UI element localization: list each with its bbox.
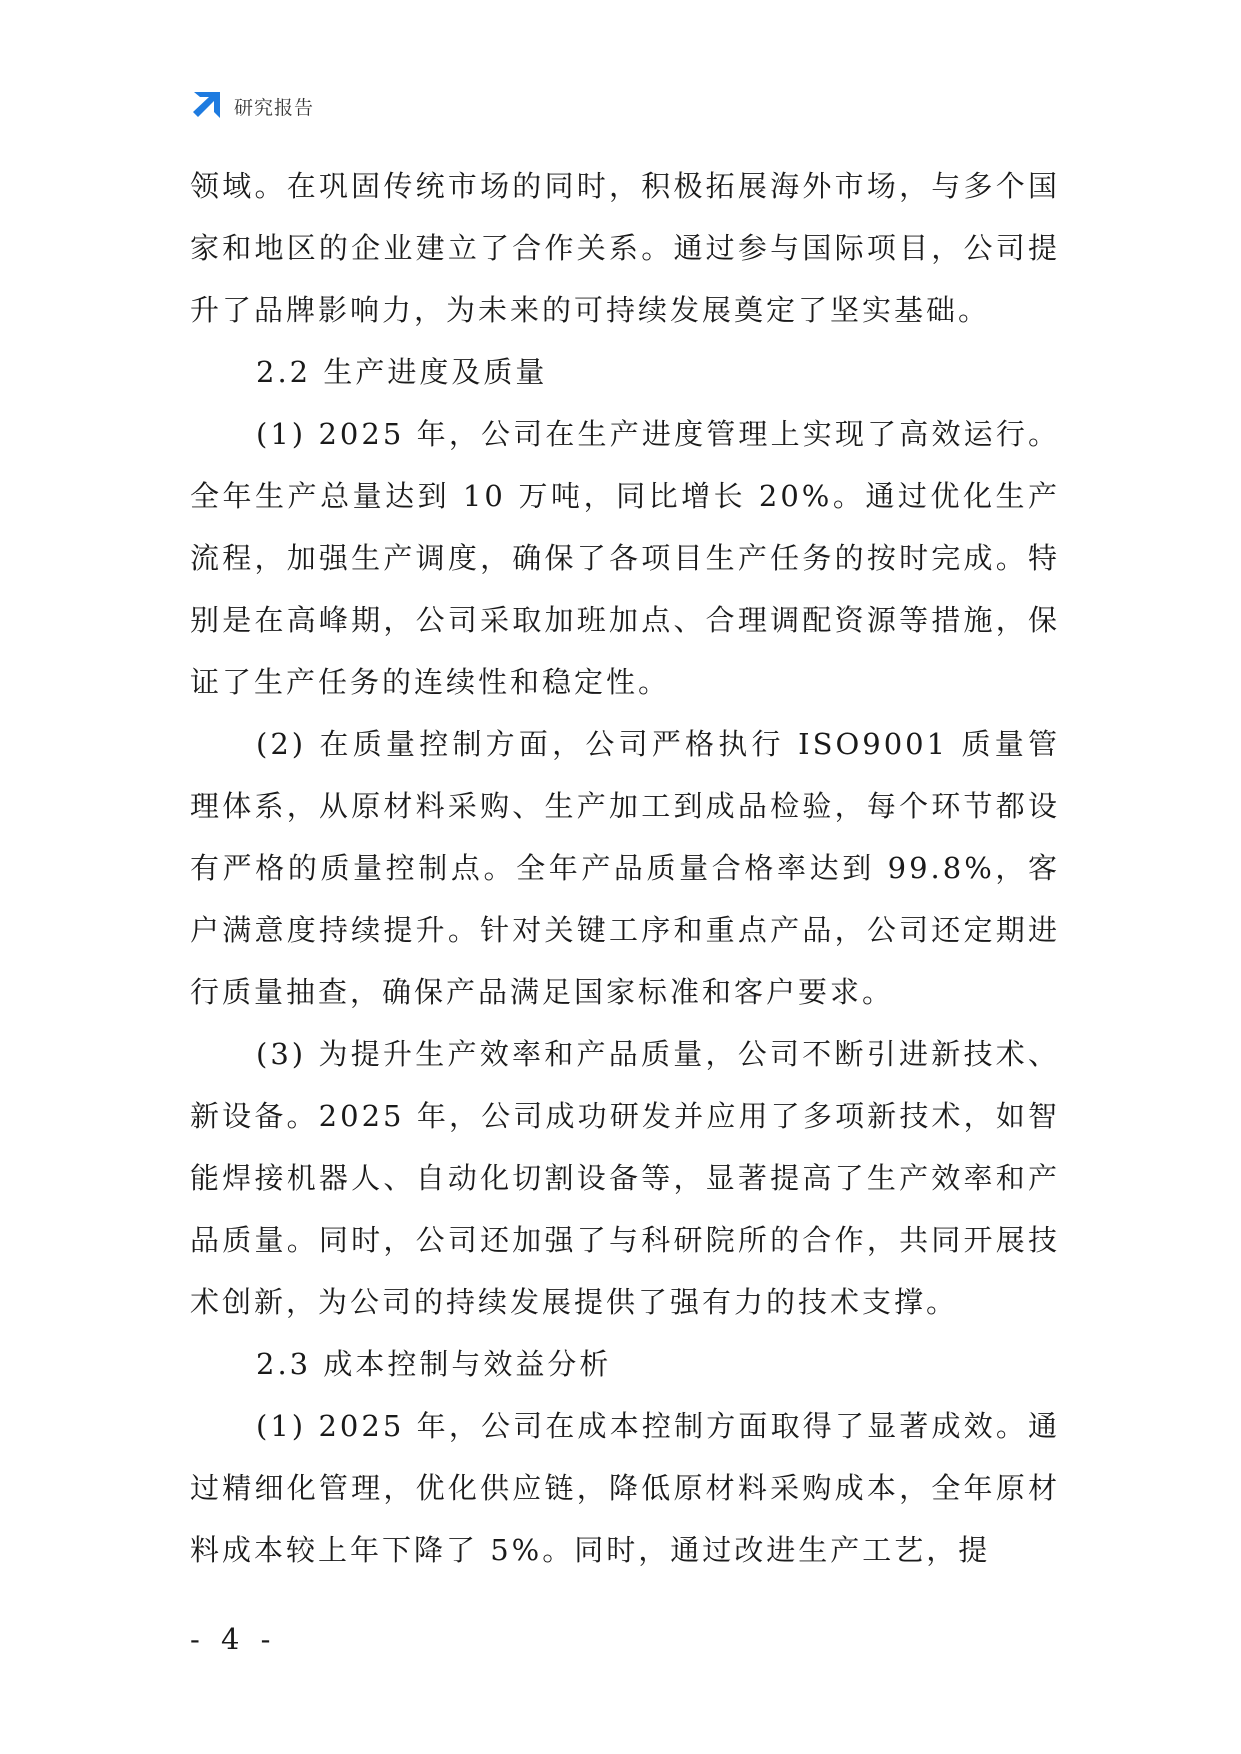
arrow-up-right-logo-icon [190,90,222,122]
section-heading-2-2: 2.2 生产进度及质量 [256,355,548,389]
paragraph: (3) 为提升生产效率和产品质量，公司不断引进新技术、新设备。2025 年，公司成功研发并应用了多项新技术，如智能焊接机器人、自动化切割设备等，显著提高了生产效率和产品质量。同时，公司还加强了与科研院所的合作，共同开展技术创新，为公司的持续发展提供了强有力的技术支撑。 [190,1037,1060,1319]
paragraph: (2) 在质量控制方面，公司严格执行 ISO9001 质量管理体系，从原材料采购、生产加工到成品检验，每个环节都设有严格的质量控制点。全年产品质量合格率达到 99.8%，客户满意度持续提升。针对关键工序和重点产品，公司还定期进行质量抽查，确保产品满足国家标准和客户要求。 [190,727,1060,1009]
section-heading-2-3: 2.3 成本控制与效益分析 [256,1347,612,1381]
paragraph: 领域。在巩固传统市场的同时，积极拓展海外市场，与多个国家和地区的企业建立了合作关系。通过参与国际项目，公司提升了品牌影响力，为未来的可持续发展奠定了坚实基础。 [190,169,1060,327]
header-title: 研究报告 [234,96,315,119]
paragraph: (1) 2025 年，公司在生产进度管理上实现了高效运行。全年生产总量达到 10 万吨，同比增长 20%。通过优化生产流程，加强生产调度，确保了各项目生产任务的按时完成。特别是在高峰期，公司采取加班加点、合理调配资源等措施，保证了生产任务的连续性和稳定性。 [190,417,1060,699]
paragraph: (1) 2025 年，公司在成本控制方面取得了显著成效。通过精细化管理，优化供应链，降低原材料采购成本，全年原材料成本较上年下降了 5%。同时，通过改进生产工艺，提 [190,1409,1060,1567]
report-header [190,88,314,124]
page-number: - 4 - [190,1622,277,1656]
document-body [190,155,1060,1581]
